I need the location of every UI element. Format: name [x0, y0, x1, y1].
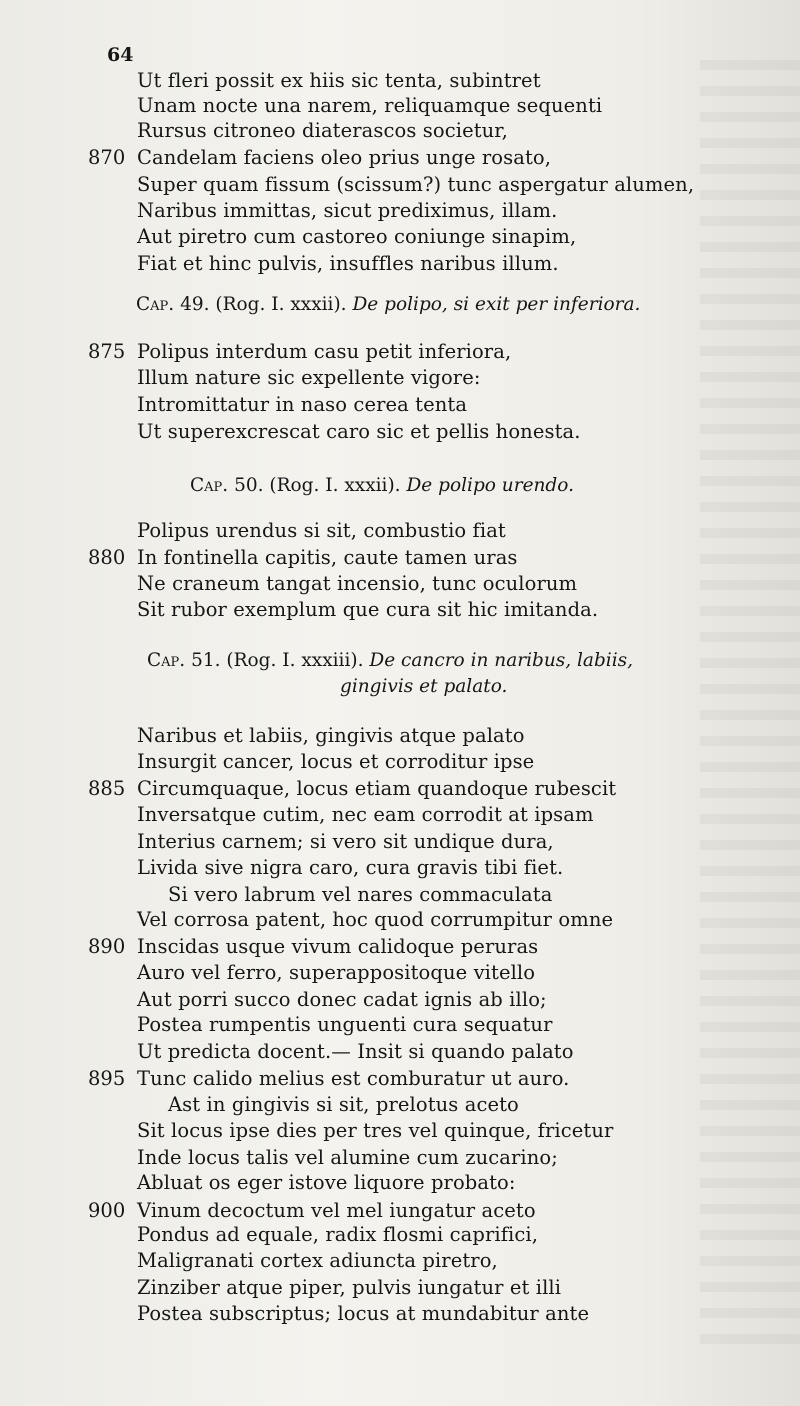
chapter-title-continued: gingivis et palato. [340, 676, 508, 697]
line-number: 870 [88, 146, 126, 169]
verse-line: Unam nocte una narem, reliquamque sequenti [137, 94, 603, 117]
line-number: 875 [88, 340, 126, 363]
verse-line: Insurgit cancer, locus et corroditur ipse [137, 750, 535, 773]
bleed-through-text [700, 60, 800, 1360]
verse-line: Postea subscriptus; locus at mundabitur ante [137, 1302, 590, 1325]
chapter-number: 50. [234, 475, 264, 496]
verse-line: Intromittatur in naso cerea tenta [137, 393, 468, 416]
chapter-number: 51. [191, 650, 221, 671]
chapter-heading [136, 292, 640, 318]
verse-line: Polipus urendus si sit, combustio fiat [137, 519, 506, 542]
line-number: 900 [88, 1199, 126, 1222]
chapter-reference: (Rog. I. xxxiii). [226, 650, 364, 671]
verse-line: Super quam fissum (scissum?) tunc aspergatur alumen, [137, 173, 695, 196]
chapter-title: De polipo, si exit per inferiora. [352, 294, 641, 315]
line-number: 885 [88, 777, 126, 800]
chapter-heading [147, 648, 633, 674]
chapter-number: 49. [180, 294, 210, 315]
verse-line: Aut piretro cum castoreo coniunge sinapim, [137, 225, 577, 248]
line-number: 895 [88, 1067, 126, 1090]
verse-line: Sit locus ipse dies per tres vel quinque, fricetur [137, 1119, 614, 1142]
verse-line: In fontinella capitis, caute tamen uras [137, 546, 518, 569]
verse-line: Si vero labrum vel nares commaculata [168, 883, 553, 906]
verse-line: Inversatque cutim, nec eam corrodit at ipsam [137, 803, 594, 826]
verse-line: Polipus interdum casu petit inferiora, [137, 340, 512, 363]
verse-line: Ast in gingivis si sit, prelotus aceto [168, 1093, 519, 1116]
page-number: 64 [107, 44, 134, 66]
verse-line: Candelam faciens oleo prius unge rosato, [137, 146, 552, 169]
verse-line: Abluat os eger istove liquore probato: [137, 1171, 516, 1194]
verse-line: Inde locus talis vel alumine cum zucarino; [137, 1146, 558, 1169]
verse-line: Circumquaque, locus etiam quandoque rubescit [137, 777, 617, 800]
verse-line: Ut superexcrescat caro sic et pellis honesta. [137, 420, 581, 443]
line-number: 890 [88, 935, 126, 958]
chapter-cap-label: Cap. [147, 650, 186, 671]
chapter-title: De cancro in naribus, labiis, [369, 650, 633, 671]
chapter-cap-label: Cap. [136, 294, 175, 315]
line-number: 880 [88, 546, 126, 569]
verse-line: Inscidas usque vivum calidoque peruras [137, 935, 539, 958]
chapter-reference: (Rog. I. xxxii). [269, 475, 401, 496]
verse-line: Postea rumpentis unguenti cura sequatur [137, 1013, 553, 1036]
verse-line: Ut predicta docent.— Insit si quando palato [137, 1040, 574, 1063]
verse-line: Sit rubor exemplum que cura sit hic imitanda. [137, 598, 599, 621]
chapter-heading [190, 473, 574, 499]
verse-line: Fiat et hinc pulvis, insuffles naribus illum. [137, 252, 559, 275]
verse-line: Tunc calido melius est comburatur ut auro. [137, 1067, 570, 1090]
verse-line: Zinziber atque piper, pulvis iungatur et illi [137, 1276, 562, 1299]
verse-line: Rursus citroneo diaterascos societur, [137, 119, 508, 142]
verse-line: Auro vel ferro, superappositoque vitello [137, 961, 536, 984]
verse-line: Livida sive nigra caro, cura gravis tibi fiet. [137, 856, 564, 879]
verse-line: Pondus ad equale, radix flosmi caprifici, [137, 1223, 539, 1246]
verse-line: Vinum decoctum vel mel iungatur aceto [137, 1199, 536, 1222]
verse-line: Maligranati cortex adiuncta piretro, [137, 1249, 498, 1272]
verse-line: Illum nature sic expellente vigore: [137, 366, 481, 389]
chapter-cap-label: Cap. [190, 475, 229, 496]
verse-line: Ne craneum tangat incensio, tunc oculorum [137, 572, 578, 595]
verse-line: Naribus immittas, sicut prediximus, illam. [137, 199, 558, 222]
chapter-title: De polipo urendo. [406, 475, 574, 496]
verse-line: Naribus et labiis, gingivis atque palato [137, 724, 525, 747]
verse-line: Interius carnem; si vero sit undique dura, [137, 830, 554, 853]
verse-line: Aut porri succo donec cadat ignis ab illo; [137, 988, 547, 1011]
verse-line: Vel corrosa patent, hoc quod corrumpitur omne [137, 908, 614, 931]
chapter-reference: (Rog. I. xxxii). [215, 294, 347, 315]
verse-line: Ut fleri possit ex hiis sic tenta, subintret [137, 69, 541, 92]
